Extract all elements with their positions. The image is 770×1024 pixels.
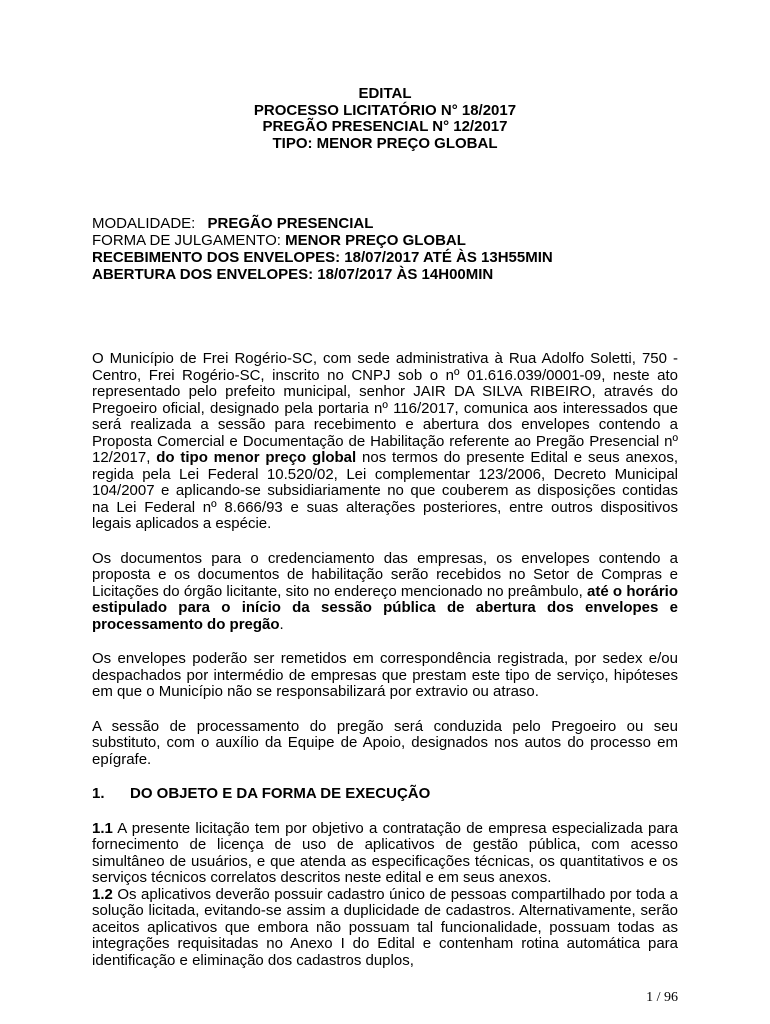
intro-p2-text-c: . (279, 615, 284, 633)
abertura-row: ABERTURA DOS ENVELOPES: 18/07/2017 ÀS 14H00MIN (92, 266, 494, 283)
modalidade-value: PREGÃO PRESENCIAL (207, 215, 374, 232)
header-title: EDITAL (358, 85, 412, 102)
forma-value: MENOR PREÇO GLOBAL (285, 232, 466, 249)
section-1-heading (92, 786, 678, 803)
intro-paragraph-4: A sessão de processamento do pregão será conduzida pelo Pregoeiro ou seu substituto, com o auxílio da Equipe de Apoio, designados nos autos do processo em epígrafe. (92, 717, 678, 768)
intro-paragraph-1 (92, 351, 678, 533)
clause-1-1-number: 1.1 (92, 819, 113, 837)
meta-block (92, 216, 678, 284)
clause-1-1 (92, 821, 678, 887)
intro-p2-bold: até o horário estipulado para o início da sessão pública de abertura dos envelopes e processamento do pregão (92, 582, 678, 633)
section-1-number: 1. (92, 785, 105, 802)
intro-p1-text-c: nos termos do presente Edital e seus anexos, regida pela Lei Federal 10.520/02, Lei complementar 123/2006, Decreto Municipal 104/2007 e aplicando-se subsidiariamente no que couberem as disposições contidas na Lei Federal nº 8.666/93 e suas alterações posteriores, entre outros dispositivos legais aplicados a espécie. (92, 449, 678, 532)
page-content (92, 86, 678, 969)
recebimento-row: RECEBIMENTO DOS ENVELOPES: 18/07/2017 ATÉ ÀS 13H55MIN (92, 249, 553, 266)
intro-section (92, 351, 678, 768)
intro-p2-text-a: Os documentos para o credenciamento das empresas, os envelopes contendo a proposta e os documentos de habilitação serão recebidos no Setor de Compras e Licitações do órgão licitante, sito no endereço mencionado no preâmbulo, (92, 549, 678, 600)
page-number: 1 / 96 (646, 990, 678, 1005)
document-header (92, 86, 678, 152)
clause-1-2-text: Os aplicativos deverão possuir cadastro único de pessoas compartilhado por toda a solução licitada, evitando-se assim a duplicidade de cadastros. Alternativamente, serão aceitos aplicativos que embora não possuam tal funcionalidade, possuam todas as integrações requisitadas no Anexo I do Edital e contenham rotina automática para identificação e eliminação dos cadastros duplos, (92, 885, 678, 969)
header-pregao: PREGÃO PRESENCIAL N° 12/2017 (262, 118, 508, 135)
header-process: PROCESSO LICITATÓRIO N° 18/2017 (253, 101, 517, 119)
forma-row (92, 233, 678, 250)
intro-p1-bold: do tipo menor preço global (156, 449, 357, 466)
header-type: TIPO: MENOR PREÇO GLOBAL (272, 134, 498, 152)
intro-paragraph-2 (92, 551, 678, 634)
section-1-title: DO OBJETO E DA FORMA DE EXECUÇÃO (130, 785, 431, 802)
modalidade-label: MODALIDADE: (92, 215, 200, 232)
intro-paragraph-3: Os envelopes poderão ser remetidos em correspondência registrada, por sedex e/ou despachados por intermédio de empresas que prestam este tipo de serviço, hipóteses em que o Município não se responsabilizará por extravio ou atraso. (92, 650, 678, 700)
clause-1-2 (92, 887, 678, 970)
clause-1-2-number: 1.2 (92, 885, 113, 903)
clause-1-1-text: A presente licitação tem por objetivo a contratação de empresa especializada para fornecimento de licença de uso de aplicativos de gestão pública, com acesso simultâneo de usuários, e que atenda as especificações técnicas, os quantitativos e os serviços técnicos correlatos descritos neste edital e em seus anexos. (92, 819, 678, 886)
forma-label: FORMA DE JULGAMENTO: (92, 232, 286, 249)
modalidade-row (92, 216, 678, 233)
intro-p1-text-a: O Município de Frei Rogério-SC, com sede administrativa à Rua Adolfo Soletti, 750 - Centro, Frei Rogério-SC, inscrito no CNPJ sob o nº 01.616.039/0001-09, neste ato representado pelo prefeito municipal, senhor JAIR DA SILVA RIBEIRO, através do Pregoeiro oficial, designado pela portaria nº 116/2017, comunica aos interessados que será realizada a sessão para recebimento e abertura dos envelopes contendo a Proposta Comercial e Documentação de Habilitação referente ao Pregão Presencial nº 12/2017, (92, 350, 678, 466)
